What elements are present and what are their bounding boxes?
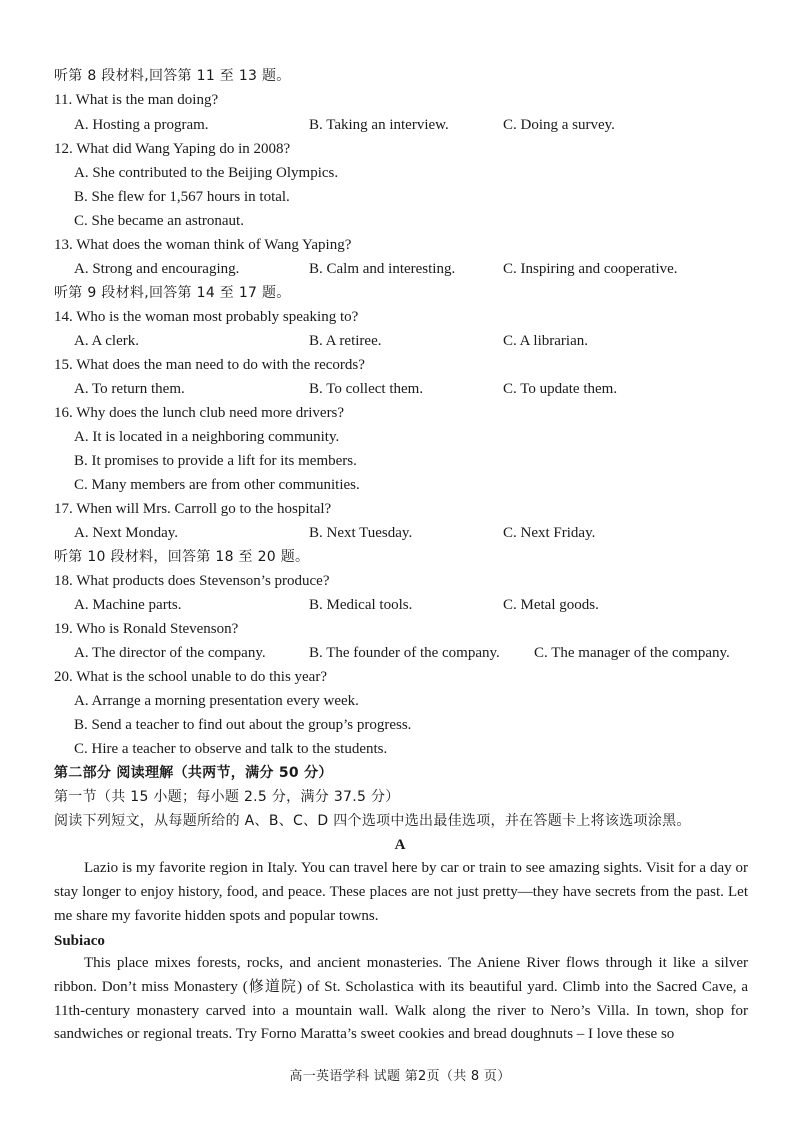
question-11-option-c: C. Doing a survey. xyxy=(503,117,615,133)
question-18-option-a: A. Machine parts. xyxy=(74,597,182,613)
question-19-option-b: B. The founder of the company. xyxy=(309,645,500,661)
question-11-stem: 11. What is the man doing? xyxy=(54,92,219,108)
section-heading-listen9: 听第 9 段材料,回答第 14 至 17 题。 xyxy=(54,285,291,301)
question-14-options xyxy=(74,331,774,351)
part2-section1-heading: 第一节（共 15 小题；每小题 2.5 分，满分 37.5 分） xyxy=(54,789,400,805)
question-17-stem: 17. When will Mrs. Carroll go to the hospital? xyxy=(54,501,332,517)
passage-body: This place mixes forests, rocks, and ancient monasteries. The Aniene River flows through it like a silver ribbon. Don’t miss Monastery (修道院) of St. Scholastica with its beautiful yard. Climb into the Sacred Cave, a 11th-century monastery carved into a mountain wall. Walk along the river to Nero’s Villa. In town, shop for sandwiches or regional treats. Try Forno Maratta’s sweet cookies and bread doughnuts – I love these so xyxy=(54,955,748,1043)
question-15-stem: 15. What does the man need to do with the records? xyxy=(54,357,365,373)
question-14-option-c: C. A librarian. xyxy=(503,333,588,349)
question-18-options xyxy=(74,595,774,615)
question-13-option-a: A. Strong and encouraging. xyxy=(74,261,240,277)
passage-label: A xyxy=(394,837,406,853)
question-16-option-b: B. It promises to provide a lift for its members. xyxy=(74,453,357,469)
question-11-option-b: B. Taking an interview. xyxy=(309,117,449,133)
question-20-option-b: B. Send a teacher to find out about the group’s progress. xyxy=(74,717,412,733)
question-13-stem: 13. What does the woman think of Wang Yaping? xyxy=(54,237,352,253)
question-20-stem: 20. What is the school unable to do this year? xyxy=(54,669,327,685)
question-14-option-a: A. A clerk. xyxy=(74,333,139,349)
question-18-option-b: B. Medical tools. xyxy=(309,597,413,613)
question-13-option-b: B. Calm and interesting. xyxy=(309,261,456,277)
question-17-option-c: C. Next Friday. xyxy=(503,525,596,541)
question-20-option-a: A. Arrange a morning presentation every week. xyxy=(74,693,359,709)
section-heading-listen10: 听第 10 段材料，回答第 18 至 20 题。 xyxy=(54,549,310,565)
question-15-option-a: A. To return them. xyxy=(74,381,185,397)
question-19-stem: 19. Who is Ronald Stevenson? xyxy=(54,621,239,637)
page-footer: 高一英语学科 试题 第2页（共 8 页） xyxy=(289,1069,511,1084)
question-11-option-a: A. Hosting a program. xyxy=(74,117,209,133)
question-12-option-a: A. She contributed to the Beijing Olympics. xyxy=(74,165,339,181)
question-12-option-b: B. She flew for 1,567 hours in total. xyxy=(74,189,290,205)
question-16-stem: 16. Why does the lunch club need more drivers? xyxy=(54,405,345,421)
question-15-options xyxy=(74,379,774,399)
question-16-option-c: C. Many members are from other communities. xyxy=(74,477,360,493)
question-15-option-c: C. To update them. xyxy=(503,381,618,397)
question-11-options xyxy=(74,115,774,135)
question-17-option-a: A. Next Monday. xyxy=(74,525,179,541)
question-12-option-c: C. She became an astronaut. xyxy=(74,213,244,229)
question-13-option-c: C. Inspiring and cooperative. xyxy=(503,261,678,277)
question-12-stem: 12. What did Wang Yaping do in 2008? xyxy=(54,141,291,157)
question-20-option-c: C. Hire a teacher to observe and talk to the students. xyxy=(74,741,388,757)
question-16-option-a: A. It is located in a neighboring community. xyxy=(74,429,340,445)
part2-instructions: 阅读下列短文，从每题所给的 A、B、C、D 四个选项中选出最佳选项，并在答题卡上将该选项涂黑。 xyxy=(54,813,691,829)
question-19-option-c: C. The manager of the company. xyxy=(534,645,730,661)
question-17-option-b: B. Next Tuesday. xyxy=(309,525,413,541)
part2-heading: 第二部分 阅读理解（共两节，满分 50 分） xyxy=(54,765,333,781)
passage-subheading: Subiaco xyxy=(54,933,105,949)
question-14-option-b: B. A retiree. xyxy=(309,333,382,349)
passage-intro: Lazio is my favorite region in Italy. You can travel here by car or train to see amazing sights. Visit for a day or stay longer to enjoy history, food, and peace. These places are not just pretty—they have secrets from the past. Let me share my favorite hidden spots and popular towns. xyxy=(54,860,748,924)
question-18-stem: 18. What products does Stevenson’s produce? xyxy=(54,573,330,589)
question-14-stem: 14. Who is the woman most probably speaking to? xyxy=(54,309,359,325)
question-19-option-a: A. The director of the company. xyxy=(74,645,266,661)
question-17-options xyxy=(74,523,774,543)
question-13-options xyxy=(74,259,774,279)
question-19-options-row xyxy=(74,643,774,663)
question-15-option-b: B. To collect them. xyxy=(309,381,424,397)
section-heading-listen8: 听第 8 段材料,回答第 11 至 13 题。 xyxy=(54,68,291,84)
question-18-option-c: C. Metal goods. xyxy=(503,597,599,613)
